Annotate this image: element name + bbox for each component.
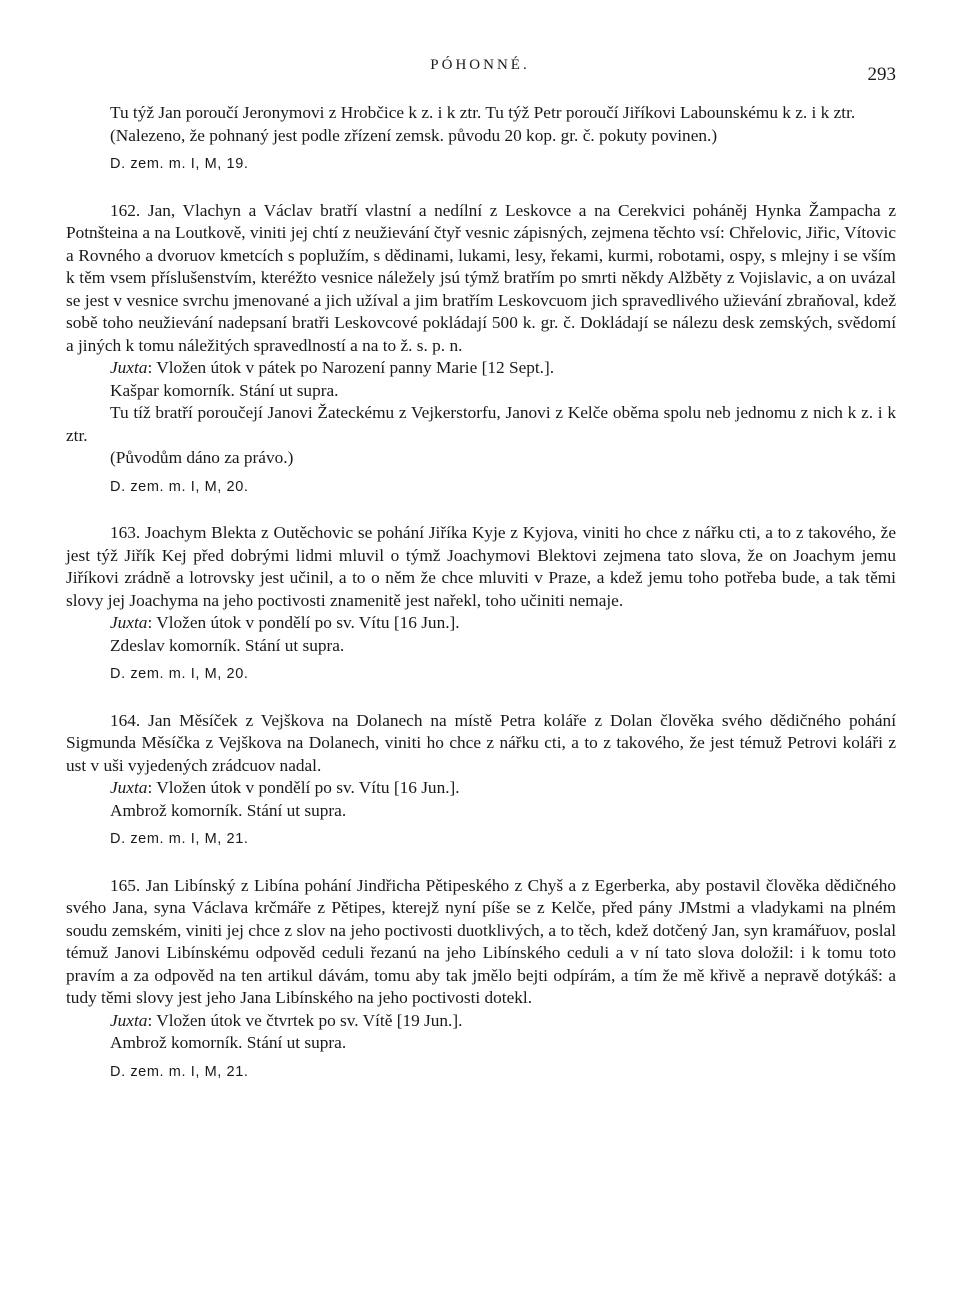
page-body [66,102,896,1083]
juxta-label: Juxta [110,613,148,632]
source-reference: D. zem. m. I, M, 20. [110,666,249,682]
juxta-line [110,612,896,635]
chamberlain-line: Kašpar komorník. Stání ut supra. [110,380,339,400]
juxta-line [110,1010,896,1033]
juxta-text: : Vložen útok v pondělí po sv. Vítu [16 Jun.]. [147,613,460,632]
chamberlain-line: Ambrož komorník. Stání ut supra. [110,1033,347,1052]
juxta-text: : Vložen útok v pondělí po sv. Vítu [16 Jun.]. [147,778,460,797]
entry-paragraph-164: 164. Jan Měsíček z Vejškova na Dolanech na místě Petra koláře z Dolan člověka svého dědičného pohání Sigmunda Měsíčka z Vejškova na Dolanech, viniti ho chce z nářku cti, a to z takového, že jest témuž Petrovi koláři z ust v uši vyjedených zrádcuov nadal. [66,710,896,775]
note: (Původům dáno za právo.) [110,448,294,467]
source-reference: D. zem. m. I, M, 19. [110,156,249,172]
running-title: PÓHONNÉ. [430,57,530,73]
paragraph: Tu tíž bratří poroučejí Janovi Žateckému z Vejkerstorfu, Janovi z Kelče oběma spolu neb jednomu z nich k z. i k ztr. [66,403,896,445]
juxta-label: Juxta [110,358,148,377]
page-number: 293 [867,64,896,85]
juxta-line [110,777,896,800]
entry-paragraph-162: 162. Jan, Vlachyn a Václav bratří vlastní a nedílní z Leskovce a na Cerekvici poháněj Hynka Žampacha z Potnšteina a na Loutkově, viniti jej chtí z neužievání čtyř vesnic zápisných, zejmena těchto vsí: Chřelovic, Jiřic, Vítovic a Rovného a dvoruov kmetcích s poplužím, s dědinami, lukami, lesy, řekami, kurmi, robotami, ospy, s mlejny i se vším k těm vsem příslušenstvím, kteréžto vesnice náležely jsú týmž bratřím po smrti někdy Alžběty z Vojislavic, a on uvázal se jest v vesnice svrchu jmenované a jich užíval a jim bratřím Leskovcuom jich spravedlivého užievání zbraňoval, kdež sobě toho neužievání nadepsaní bratři Leskovcové pokládají 500 k. gr. č. Dokládají se nálezu desk zemských, svědomí a jiných k tomu náležitých spravedlností a na to ž. s. p. n. [66,200,896,355]
juxta-label: Juxta [110,778,148,797]
juxta-line [110,357,896,380]
entry-paragraph-165: 165. Jan Libínský z Libína pohání Jindřicha Pětipeského z Chyš a z Egerberka, aby postavil člověka dědičného svého Jana, syna Václava krčmáře z Pětipes, kterejž nyní píše se z Kelče, před pány JMstmi a vladykami na plném soudu zemském, viniti jej chce z slov na jeho poctivosti duotklivých, a to těch, kdež dotčený Jan, syn kramářuov, poslal témuž Janovi Libínskému odpověd ceduli řezanú na jeho Libínského ceduli a v ní tato slova doložil: i k tomu toto pravím a za odpověd na ten artikul dávám, tomu aby tak jmělo bejti odpírám, a tím že mě křivě a nepravě dotýkáš: a tudy těmi slovy jest jeho Jana Libínského na jeho poctivosti dotekl. [66,875,896,1007]
note: (Nalezeno, že pohnaný jest podle zřízení zemsk. původu 20 kop. gr. č. pokuty povinen.) [110,125,718,145]
juxta-label: Juxta [110,1010,148,1030]
juxta-text: : Vložen útok v pátek po Narození panny Marie [12 Sept.]. [147,358,555,377]
chamberlain-line: Zdeslav komorník. Stání ut supra. [110,635,345,655]
juxta-text: : Vložen útok ve čtvrtek po sv. Vítě [19 Jun.]. [147,1010,463,1030]
entry-paragraph-163: 163. Joachym Blekta z Outěchovic se pohání Jiříka Kyje z Kyjova, viniti ho chce z nářku cti, a to z takového, že jest týž Jiřík Kej před dobrými lidmi mluvil o týmž Joachymovi Blektovi zejmena tato slova, že on Joachym jemu Jiříkovi zrádně a lotrovsky jest učinil, a to o něm že chce mluviti v Praze, a kdež jemu toho potřeba bude, a tak těmi slovy jej Joachyma na jeho poctivosti znamenitě jest nařekl, toho učiniti nemaje. [66,523,896,610]
paragraph: Tu týž Jan poroučí Jeronymovi z Hrobčice k z. i k ztr. Tu týž Petr poroučí Jiříkovi Labounskému k z. i k ztr. [110,103,856,122]
source-reference: D. zem. m. I, M, 21. [110,831,249,847]
chamberlain-line: Ambrož komorník. Stání ut supra. [110,800,347,820]
source-reference: D. zem. m. I, M, 21. [110,1063,249,1080]
source-reference: D. zem. m. I, M, 20. [110,478,249,495]
